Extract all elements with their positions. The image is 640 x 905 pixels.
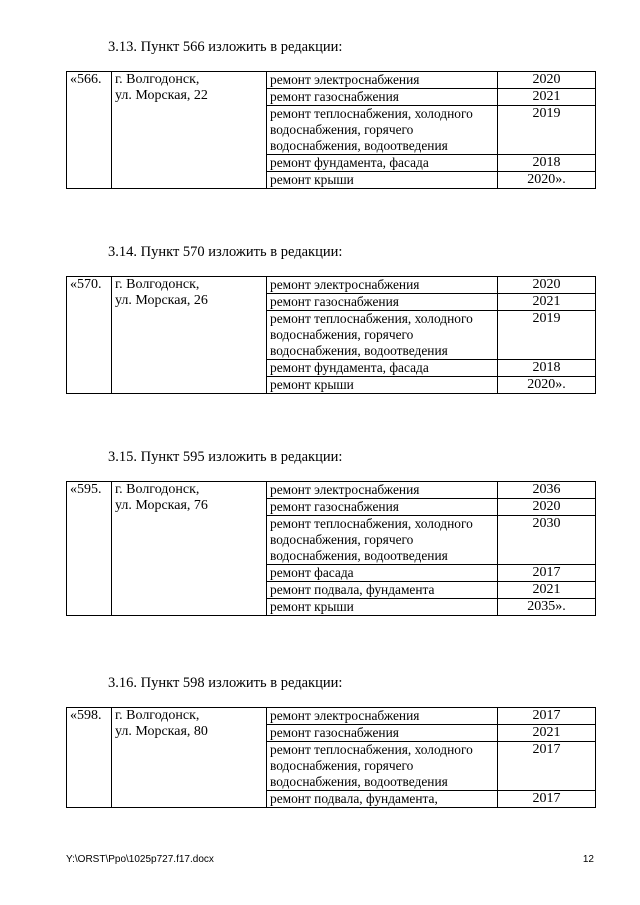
- work-type: ремонт теплоснабжения, холодного водоснабжения, горячего водоснабжения, водоотведения: [267, 742, 498, 791]
- work-year: 2021: [498, 582, 596, 599]
- address-street: ул. Морская, 22: [115, 88, 208, 103]
- address-city: г. Волгодонск,: [115, 277, 200, 292]
- work-year: 2020: [498, 499, 596, 516]
- work-year: 2020: [498, 277, 596, 294]
- address-city: г. Волгодонск,: [115, 482, 200, 497]
- amendment-table: [66, 481, 596, 616]
- work-type: ремонт фундамента, фасада: [267, 155, 498, 172]
- work-type: ремонт газоснабжения: [267, 725, 498, 742]
- work-year: 2017: [498, 708, 596, 725]
- section-heading: 3.15. Пункт 595 изложить в редакции:: [108, 449, 343, 465]
- work-year: 2035».: [498, 599, 596, 616]
- work-type: ремонт электроснабжения: [267, 708, 498, 725]
- work-year: 2018: [498, 155, 596, 172]
- section-heading: 3.14. Пункт 570 изложить в редакции:: [108, 244, 343, 260]
- work-type: ремонт теплоснабжения, холодного водоснабжения, горячего водоснабжения, водоотведения: [267, 311, 498, 360]
- work-year: 2020: [498, 72, 596, 89]
- work-year: 2030: [498, 516, 596, 565]
- item-number: «595.: [67, 482, 112, 616]
- amendment-table: [66, 276, 596, 394]
- work-type: ремонт теплоснабжения, холодного водоснабжения, горячего водоснабжения, водоотведения: [267, 516, 498, 565]
- item-number: «570.: [67, 277, 112, 394]
- work-year: 2017: [498, 565, 596, 582]
- work-year: 2020».: [498, 172, 596, 189]
- work-type: ремонт газоснабжения: [267, 294, 498, 311]
- work-year: 2019: [498, 106, 596, 155]
- work-type: ремонт крыши: [267, 172, 498, 189]
- address-street: ул. Морская, 26: [115, 293, 208, 308]
- footer-file-path: Y:\ORST\Ppo\1025p727.f17.docx: [66, 854, 214, 865]
- work-type: ремонт подвала, фундамента,: [267, 791, 498, 808]
- address-street: ул. Морская, 76: [115, 498, 208, 513]
- work-type: ремонт фасада: [267, 565, 498, 582]
- work-type: ремонт крыши: [267, 599, 498, 616]
- item-number: «598.: [67, 708, 112, 808]
- work-year: 2021: [498, 725, 596, 742]
- address-city: г. Волгодонск,: [115, 708, 200, 723]
- work-type: ремонт электроснабжения: [267, 482, 498, 499]
- work-type: ремонт электроснабжения: [267, 72, 498, 89]
- work-type: ремонт газоснабжения: [267, 499, 498, 516]
- address-city: г. Волгодонск,: [115, 72, 200, 87]
- work-year: 2019: [498, 311, 596, 360]
- work-year: 2017: [498, 791, 596, 808]
- address-cell: [112, 72, 267, 189]
- work-type: ремонт фундамента, фасада: [267, 360, 498, 377]
- work-year: 2021: [498, 294, 596, 311]
- work-type: ремонт газоснабжения: [267, 89, 498, 106]
- address-cell: [112, 482, 267, 616]
- work-year: 2018: [498, 360, 596, 377]
- work-type: ремонт крыши: [267, 377, 498, 394]
- work-year: 2020».: [498, 377, 596, 394]
- work-year: 2021: [498, 89, 596, 106]
- work-type: ремонт теплоснабжения, холодного водоснабжения, горячего водоснабжения, водоотведения: [267, 106, 498, 155]
- work-type: ремонт подвала, фундамента: [267, 582, 498, 599]
- work-type: ремонт электроснабжения: [267, 277, 498, 294]
- address-cell: [112, 277, 267, 394]
- amendment-table: [66, 707, 596, 808]
- page-number: 12: [582, 854, 594, 865]
- address-street: ул. Морская, 80: [115, 724, 208, 739]
- address-cell: [112, 708, 267, 808]
- section-heading: 3.16. Пункт 598 изложить в редакции:: [108, 675, 343, 691]
- section-heading: 3.13. Пункт 566 изложить в редакции:: [108, 39, 343, 55]
- amendment-table: [66, 71, 596, 189]
- work-year: 2017: [498, 742, 596, 791]
- item-number: «566.: [67, 72, 112, 189]
- work-year: 2036: [498, 482, 596, 499]
